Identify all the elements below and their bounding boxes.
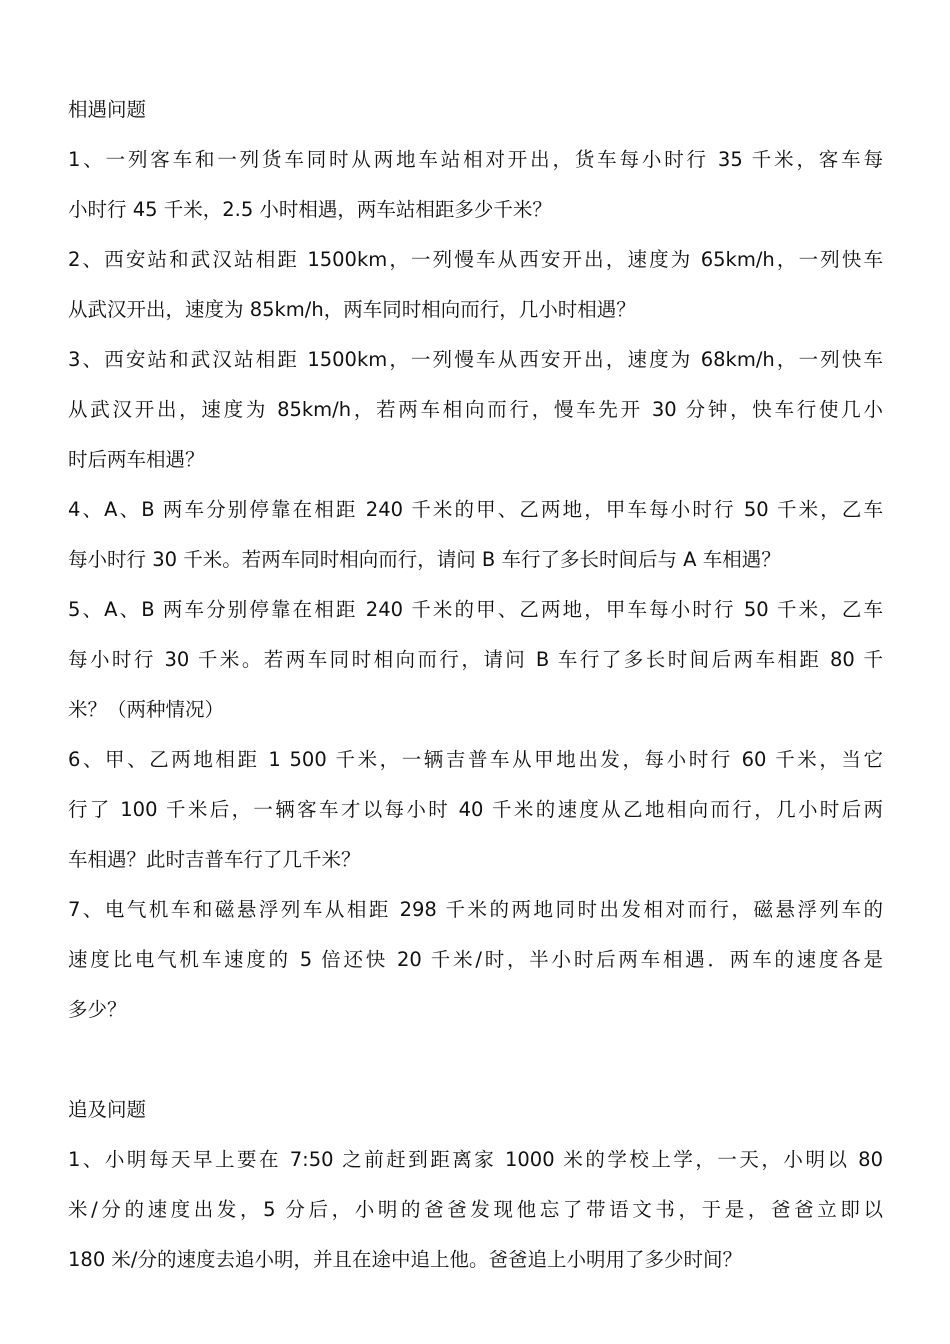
document-page	[68, 85, 883, 1285]
problem-item	[68, 735, 883, 885]
problem-line: 米/分的速度出发，5 分后，小明的爸爸发现他忘了带语文书，于是，爸爸立即以	[68, 1198, 883, 1221]
problem-item	[68, 885, 883, 1035]
problem-line: 从武汉开出，速度为 85km/h，两车同时相向而行，几小时相遇？	[68, 298, 636, 321]
problem-line: 6、甲、乙两地相距 1 500 千米，一辆吉普车从甲地出发，每小时行 60 千米，当它	[68, 748, 883, 771]
section-title: 追及问题	[68, 1098, 147, 1121]
problem-item	[68, 485, 883, 585]
problem-line: 每小时行 30 千米。若两车同时相向而行，请问 B 车行了多长时间后与 A 车相遇？	[68, 548, 781, 571]
problem-line: 7、电气机车和磁悬浮列车从相距 298 千米的两地同时出发相对而行，磁悬浮列车的	[68, 898, 883, 921]
problem-line: 每小时行 30 千米。若两车同时相向而行，请问 B 车行了多长时间后两车相距 80 千	[68, 648, 883, 671]
problem-line: 时后两车相遇？	[68, 448, 205, 471]
problem-line: 小时行 45 千米，2.5 小时相遇，两车站相距多少千米？	[68, 198, 552, 221]
problem-item	[68, 1135, 883, 1285]
problem-line: 2、西安站和武汉站相距 1500km，一列慢车从西安开出，速度为 65km/h，一列快车	[68, 248, 883, 271]
problem-line: 4、A、B 两车分别停靠在相距 240 千米的甲、乙两地，甲车每小时行 50 千米，乙车	[68, 498, 883, 521]
problem-line: 多少？	[68, 998, 127, 1021]
problem-line: 3、西安站和武汉站相距 1500km，一列慢车从西安开出，速度为 68km/h，一列快车	[68, 348, 883, 371]
problem-line: 从武汉开出，速度为 85km/h，若两车相向而行，慢车先开 30 分钟，快车行使几小	[68, 398, 883, 421]
problem-item	[68, 585, 883, 735]
problem-item	[68, 235, 883, 335]
problem-line: 米？（两种情况）	[68, 698, 225, 721]
problem-line: 车相遇？此时吉普车行了几千米？	[68, 848, 361, 871]
problem-line: 180 米/分的速度去追小明，并且在途中追上他。爸爸追上小明用了多少时间？	[68, 1248, 742, 1271]
problem-line: 5、A、B 两车分别停靠在相距 240 千米的甲、乙两地，甲车每小时行 50 千米，乙车	[68, 598, 883, 621]
section-meeting-problems	[68, 85, 883, 1035]
section-title: 相遇问题	[68, 98, 147, 121]
blank-line	[68, 1035, 883, 1085]
section-chase-problems	[68, 1085, 883, 1285]
problem-line: 1、小明每天早上要在 7:50 之前赶到距离家 1000 米的学校上学，一天，小明以 80	[68, 1148, 883, 1171]
problem-line: 行了 100 千米后，一辆客车才以每小时 40 千米的速度从乙地相向而行，几小时后两	[68, 798, 883, 821]
problem-line: 1、一列客车和一列货车同时从两地车站相对开出，货车每小时行 35 千米，客车每	[68, 148, 883, 171]
problem-line: 速度比电气机车速度的 5 倍还快 20 千米/时，半小时后两车相遇．两车的速度各是	[68, 948, 883, 971]
problem-item	[68, 135, 883, 235]
problem-item	[68, 335, 883, 485]
